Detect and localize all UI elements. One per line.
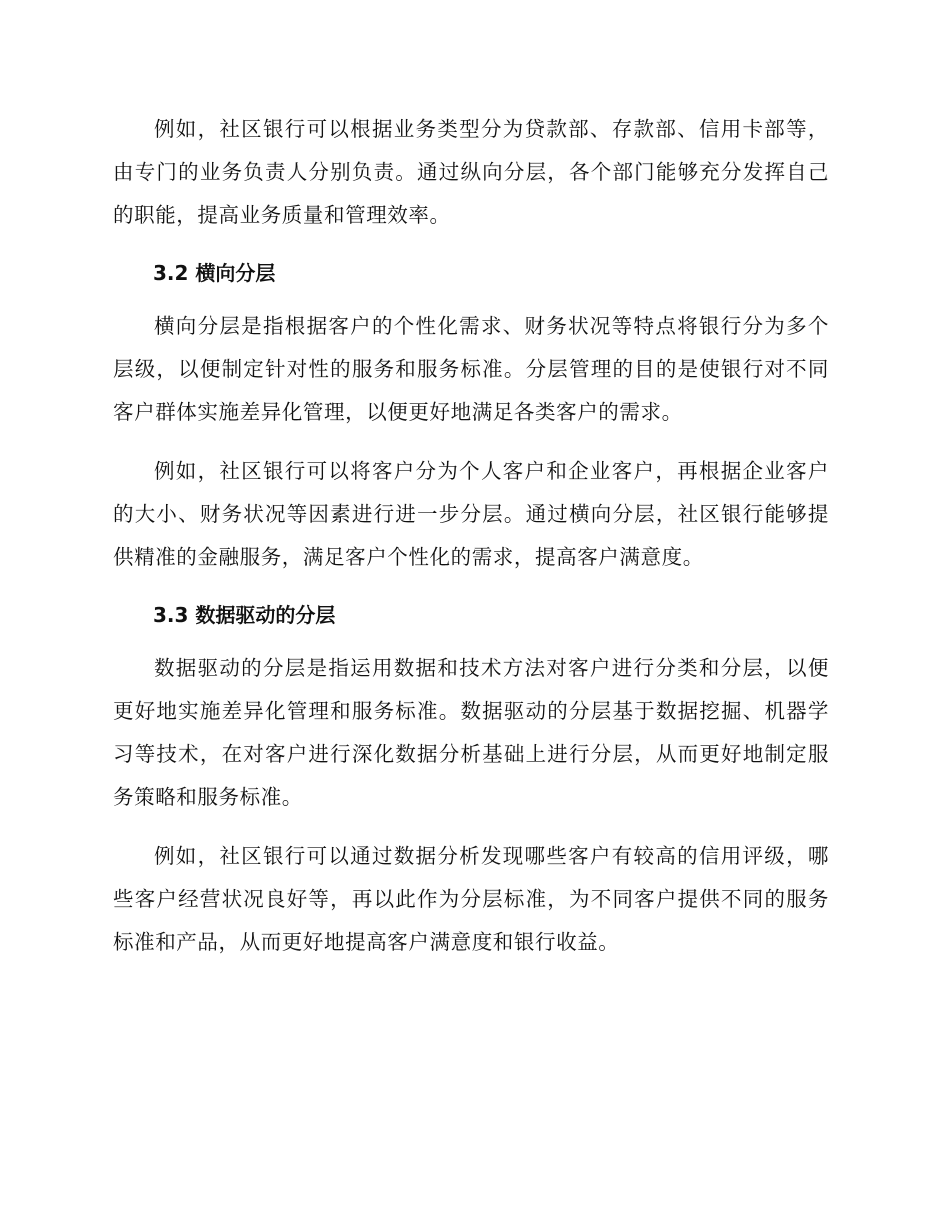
heading-horizontal-layering: 3.2 横向分层 [153, 261, 276, 285]
paragraph-horizontal-example: 例如，社区银行可以将客户分为个人客户和企业客户，再根据企业客户的大小、财务状况等因素进行进一步分层。通过横向分层，社区银行能够提供精准的金融服务，满足客户个性化的需求，提高客户满意度。 [113, 459, 829, 569]
paragraph-vertical-example: 例如，社区银行可以根据业务类型分为贷款部、存款部、信用卡部等，由专门的业务负责人分别负责。通过纵向分层，各个部门能够充分发挥自己的职能，提高业务质量和管理效率。 [113, 117, 829, 227]
paragraph-data-driven-example: 例如，社区银行可以通过数据分析发现哪些客户有较高的信用评级，哪些客户经营状况良好等，再以此作为分层标准，为不同客户提供不同的服务标准和产品，从而更好地提高客户满意度和银行收益。 [113, 844, 829, 954]
paragraph-horizontal-definition: 横向分层是指根据客户的个性化需求、财务状况等特点将银行分为多个层级，以便制定针对性的服务和服务标准。分层管理的目的是使银行对不同客户群体实施差异化管理，以便更好地满足各类客户的需求。 [113, 314, 829, 424]
heading-data-driven-layering: 3.3 数据驱动的分层 [153, 603, 336, 627]
document-body [113, 108, 829, 980]
paragraph-data-driven-definition: 数据驱动的分层是指运用数据和技术方法对客户进行分类和分层，以便更好地实施差异化管理和服务标准。数据驱动的分层基于数据挖掘、机器学习等技术，在对客户进行深化数据分析基础上进行分层，从而更好地制定服务策略和服务标准。 [113, 656, 829, 809]
